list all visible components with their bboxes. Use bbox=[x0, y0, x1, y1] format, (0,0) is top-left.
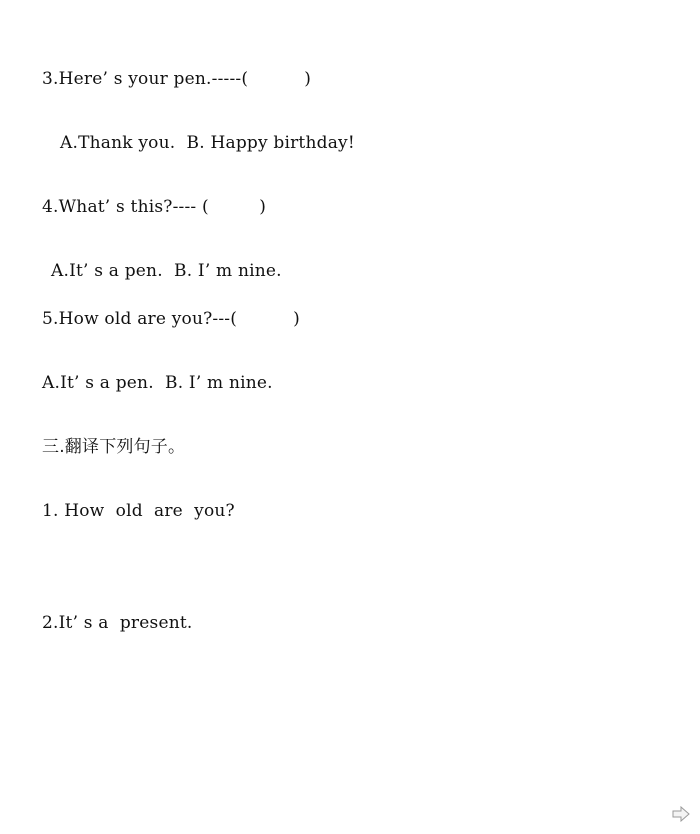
translate-item-1: 1. How old are you? bbox=[42, 501, 235, 521]
question-5: 5.How old are you?---( ) bbox=[42, 309, 300, 329]
question-3-options: A.Thank you. B. Happy birthday! bbox=[60, 133, 355, 153]
question-3: 3.Here’ s your pen.-----( ) bbox=[42, 69, 312, 89]
section-3-heading: 三.翻译下列句子。 bbox=[42, 437, 186, 457]
question-4-options: A.It’ s a pen. B. I’ m nine. bbox=[51, 261, 282, 281]
translate-item-2: 2.It’ s a present. bbox=[42, 613, 193, 633]
question-5-options: A.It’ s a pen. B. I’ m nine. bbox=[42, 373, 273, 393]
question-4: 4.What’ s this?---- ( ) bbox=[42, 197, 267, 217]
arrow-right-icon[interactable] bbox=[672, 806, 690, 822]
